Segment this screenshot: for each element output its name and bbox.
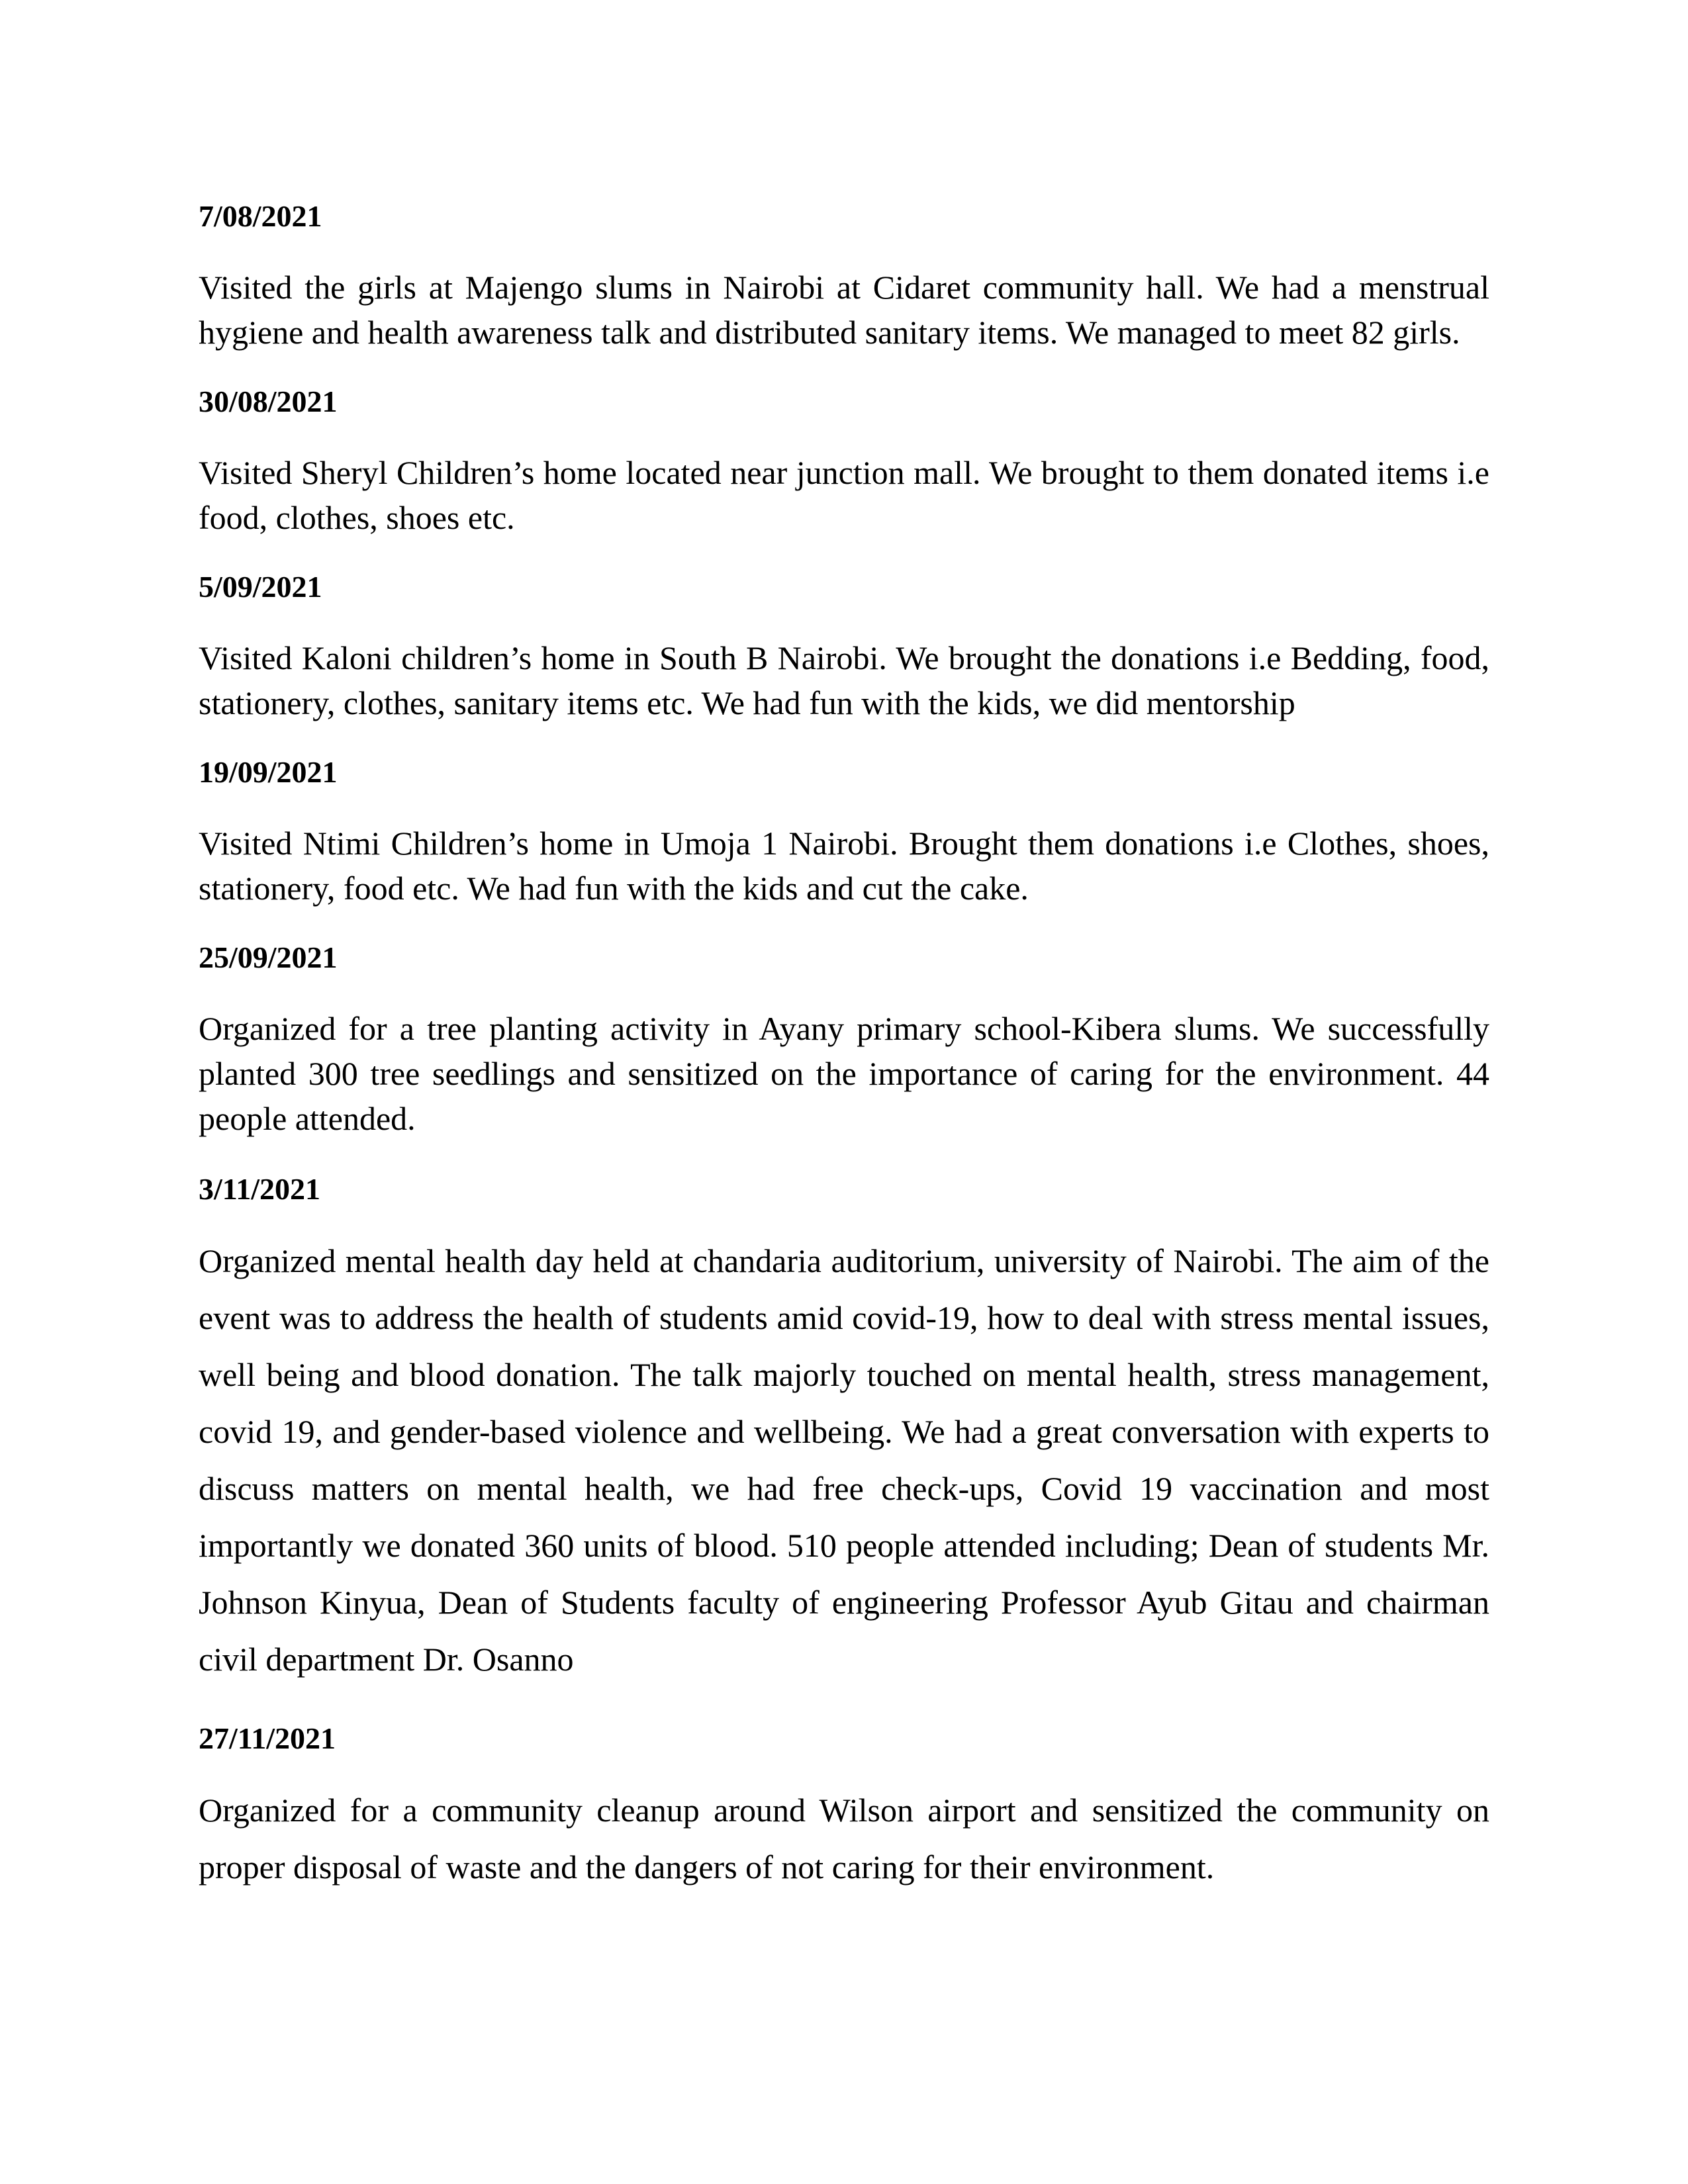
entry-date: 27/11/2021	[199, 1721, 336, 1755]
entry-date: 19/09/2021	[199, 755, 338, 789]
entry-text: Visited Ntimi Children’s home in Umoja 1 Nairobi. Brought them donations i.e Clothes, shoes, stationery, food etc. We had fun with the kids and cut the cake.	[199, 825, 1489, 907]
entry-19-09-2021	[199, 754, 1489, 911]
entry-3-11-2021	[199, 1171, 1489, 1688]
entry-5-09-2021	[199, 569, 1489, 725]
entry-27-11-2021	[199, 1721, 1489, 1895]
entry-date: 25/09/2021	[199, 940, 338, 974]
entry-25-09-2021	[199, 940, 1489, 1141]
entry-7-08-2021	[199, 199, 1489, 355]
entry-date: 3/11/2021	[199, 1172, 321, 1206]
entry-text: Organized for a community cleanup around Wilson airport and sensitized the community on proper disposal of waste and the dangers of not caring for their environment.	[199, 1792, 1489, 1886]
entry-text: Visited Kaloni children’s home in South B Nairobi. We brought the donations i.e Bedding, food, stationery, clothes, sanitary items etc. We had fun with the kids, we did mentorship	[199, 639, 1489, 721]
entry-date: 5/09/2021	[199, 570, 322, 604]
entry-text: Organized for a tree planting activity in Ayany primary school-Kibera slums. We successfully planted 300 tree seedlings and sensitized on the importance of caring for the environment. 44 people attended.	[199, 1010, 1489, 1137]
entry-text: Visited the girls at Majengo slums in Nairobi at Cidaret community hall. We had a menstrual hygiene and health awareness talk and distributed sanitary items. We managed to meet 82 girls.	[199, 269, 1489, 351]
entry-date: 7/08/2021	[199, 199, 322, 233]
entry-text: Visited Sheryl Children’s home located near junction mall. We brought to them donated items i.e food, clothes, shoes etc.	[199, 454, 1489, 536]
entry-text: Organized mental health day held at chandaria auditorium, university of Nairobi. The aim of the event was to address the health of students amid covid-19, how to deal with stress mental issues, well being and blood donation. The talk majorly touched on mental health, stress management, covid 19, and gender-based violence and wellbeing. We had a great conversation with experts to discuss matters on mental health, we had free check-ups, Covid 19 vaccination and most importantly we donated 360 units of blood. 510 people attended including; Dean of students Mr. Johnson Kinyua, Dean of Students faculty of engineering Professor Ayub Gitau and chairman civil department Dr. Osanno	[199, 1242, 1489, 1678]
entry-30-08-2021	[199, 384, 1489, 540]
entry-date: 30/08/2021	[199, 385, 338, 418]
